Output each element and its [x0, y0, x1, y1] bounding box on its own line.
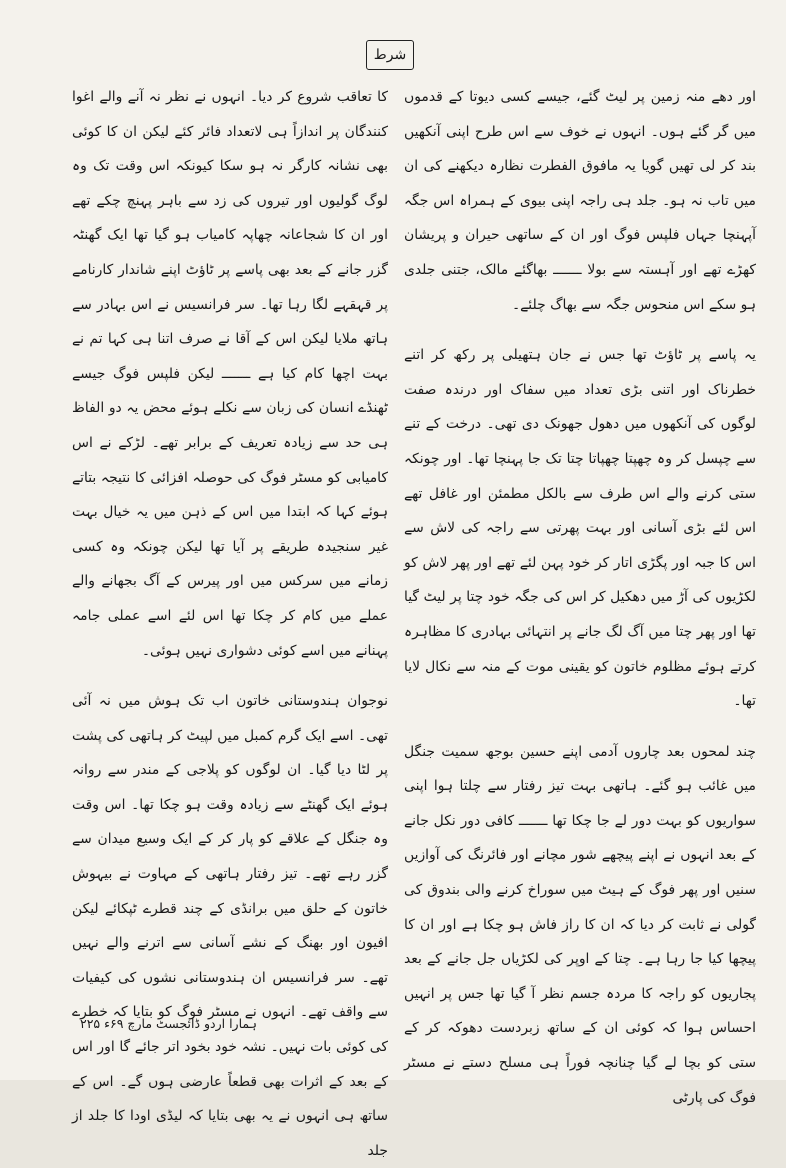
paragraph: کا تعاقب شروع کر دیا۔ انہوں نے نظر نہ آنے والے اغوا کنندگان پر اندازاً ہی لاتعداد فائر کئے لیکن ان کا کوئی بھی نشانہ کارگر نہ ہو سکا کیونکہ اس وقت تک وہ لوگ گولیوں اور تیروں کی زد سے باہر پہنچ چکے تھے اور ان کا شجاعانہ چھاپہ کامیاب ہو گیا تھا ایک گھنٹہ گزر جانے کے بعد بھی پاسے پر ٹاؤٹ اپنے شاندار کارنامے پر قہقہے لگا رہا تھا۔ سر فرانسیس نے اس بہادر سے ہاتھ ملایا لیکن اس کے آقا نے صرف اتنا ہی کہا تم نے بہت اچھا کام کیا ہے ـــــــ لیکن فلپس فوگ جیسے ٹھنڈے انسان کی زبان سے نکلے ہوئے محض یہ دو الفاظ ہی حد سے زیادہ تعریف کے برابر تھے۔ لڑکے نے اس کامیابی کو مسٹر فوگ کی حوصلہ افزائی کا نتیجہ بتاتے ہوئے کہا کہ ابتدا میں اس کے ذہن میں یہ خیال بہت غیر سنجیدہ طریقے پر آیا تھا لیکن چونکہ وہ کسی زمانے میں سرکس میں اور پیرس کے آگ بجھانے والے عملے میں کام کر چکا تھا اس لئے اسے عملی جامہ پہنانے میں اسے کوئی دشواری نہیں ہوئی۔	[72, 89, 388, 659]
paragraph: اور دھے منہ زمین پر لیٹ گئے، جیسے کسی دیوتا کے قدموں میں گر گئے ہوں۔ انہوں نے خوف سے اس طرح اپنی آنکھیں بند کر لی تھیں گویا یہ مافوق الفطرت نظارہ دیکھنے کی ان میں تاب نہ ہو۔ جلد ہی راجہ اپنی بیوی کے ہمراہ اس جگہ آپہنچا جہاں فلپس فوگ اور ان کے ساتھی حیران و پریشان کھڑے تھے اور آہستہ سے بولا ـــــــ بھاگئے مالک، جتنی جلدی ہو سکے اس منحوس جگہ سے بھاگ چلئے۔	[404, 89, 756, 313]
paragraph: نوجوان ہندوستانی خاتون اب تک ہوش میں نہ آئی تھی۔ اسے ایک گرم کمبل میں لپیٹ کر ہاتھی کی پشت پر لٹا دیا گیا۔ ان لوگوں کو پلاجی کے مندر سے روانہ ہوئے ایک گھنٹے سے زیادہ وقت ہو چکا تھا۔ اس وقت وہ جنگل کے علاقے کو پار کر کے ایک وسیع میدان سے گزر رہے تھے۔ تیز رفتار ہاتھی کے مہاوت نے بیہوش خاتون کے حلق میں برانڈی کے چند قطرے ٹپکائے لیکن افیون اور بھنگ کے نشے آسانی سے اترنے والے نہیں تھے۔ سر فرانسیس ان ہندوستانی نشوں کی کیفیات سے واقف تھے۔ انہوں نے مسٹر فوگ کو بتایا کہ خطرے کی کوئی بات نہیں۔ نشہ خود بخود اتر جائے گا اور اس کے بعد کے اثرات بھی قطعاً عارضی ہوں گے۔ اس کے ساتھ ہی انہوں نے یہ بھی بتایا کہ لیڈی اودا کا جلد از جلد	[72, 693, 388, 1159]
story-title: شرط	[373, 47, 407, 63]
right-column	[404, 80, 756, 1115]
left-column	[72, 80, 388, 1168]
paragraph: یہ پاسے پر ٹاؤٹ تھا جس نے جان ہتھیلی پر رکھ کر اتنے خطرناک اور اتنی بڑی تعداد میں سفاک اور درندہ صفت لوگوں کی آنکھوں میں دھول جھونک دی تھی۔ درخت کے تنے سے چپسل کر وہ چھپتا چھپاتا چتا تک جا پہنچا تھا۔ اور چونکہ ستی کرنے والے اس طرف سے بالکل مطمئن اور غافل تھے اس لئے بڑی آسانی اور بہت پھرتی سے راجہ کی لاش سے اس کا جبہ اور پگڑی اتار کر خود پہن لئے تھے اور پھر لاش کو لکڑیوں کی آڑ میں دھکیل کر اس کی جگہ خود چتا پر لیٹ گیا تھا اور پھر چتا میں آگ لگ جانے پر انتہائی بہادری کا مظاہرہ کرتے ہوئے مظلوم خاتون کو یقینی موت کے منہ سے نکال لایا تھا۔	[404, 347, 756, 710]
page-footer: ہمارا اردو ڈائجسٹ مارچ ۶۹ء ۲۲۵	[80, 1016, 257, 1031]
story-title-box	[366, 40, 414, 70]
paragraph: چند لمحوں بعد چاروں آدمی اپنے حسین بوجھ سمیت جنگل میں غائب ہو گئے۔ ہاتھی بہت تیز رفتار سے چلتا ہوا اپنی سواریوں کو بہت دور لے جا چکا تھا ـــــــ کافی دور نکل جانے کے بعد انہوں نے اپنے پیچھے شور مچانے اور فائرنگ کی آوازیں سنیں اور پھر فوگ کے ہیٹ میں سوراخ کرنے والی بندوق کی گولی نے ثابت کر دیا کہ ان کا راز فاش ہو چکا ہے اور ان کا پیچھا کیا جا رہا ہے۔ چتا کے اوپر کی لکڑیاں جل جانے کے بعد پجاریوں کو راجہ کا مردہ جسم نظر آ گیا تھا جس پر انہیں احساس ہوا کہ کوئی ان کے ساتھ زبردست دھوکہ کر کے ستی کو بچا لے گیا چنانچہ فوراً ہی مسلح دستے نے مسٹر فوگ کی پارٹی	[404, 743, 756, 1106]
